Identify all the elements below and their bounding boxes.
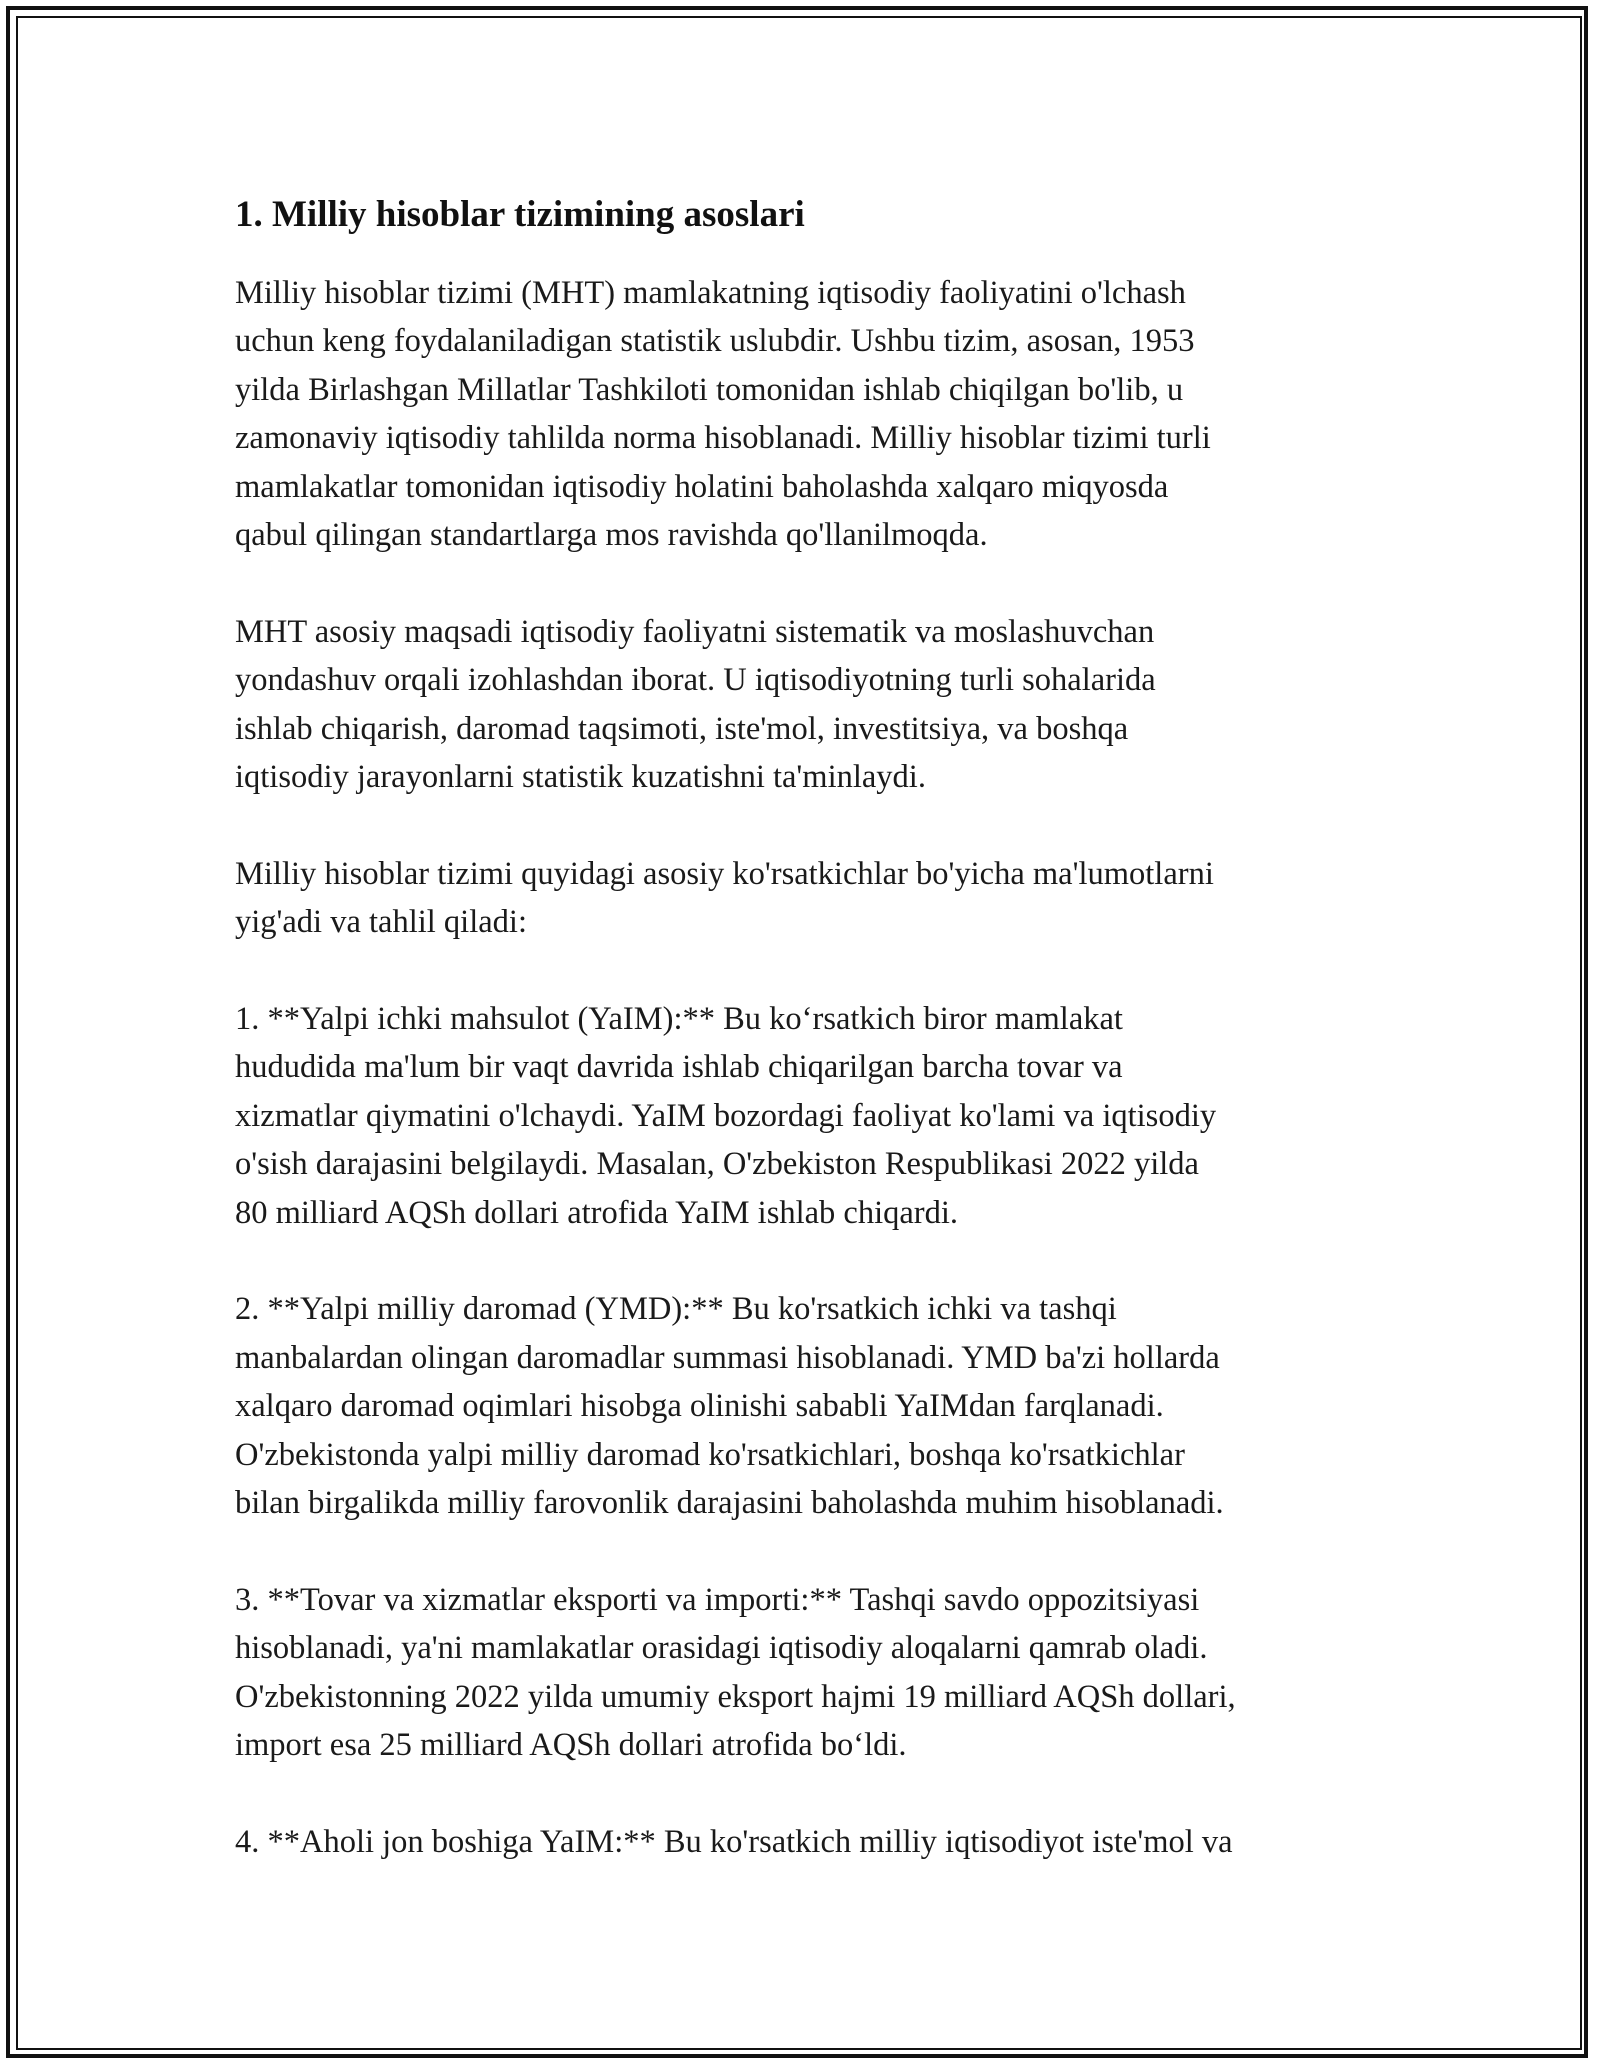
- document-body: [235, 180, 1380, 1915]
- paragraph-intro: Milliy hisoblar tizimi (MHT) mamlakatning iqtisodiy faoliyatini o'lchash uchun keng foydalaniladigan statistik uslubdir. Ushbu tizim, asosan, 1953 yilda Birlashgan Millatlar Tashkiloti tomonidan ishlab chiqilgan bo'lib, u zamonaviy iqtisodiy tahlilda norma hisoblanadi. Milliy hisoblar tizimi turli mamlakatlar tomonidan iqtisodiy holatini baholashda xalqaro miqyosda qabul qilingan standartlarga mos ravishda qo'llanilmoqda.: [235, 275, 1211, 554]
- list-item-gdp-per-capita: 4. **Aholi jon boshiga YaIM:** Bu ko'rsatkich milliy iqtisodiyot iste'mol va: [235, 1823, 1233, 1860]
- section-heading: 1. Milliy hisoblar tizimining asoslari: [235, 194, 805, 235]
- list-item-trade: 3. **Tovar va xizmatlar eksporti va importi:** Tashqi savdo oppozitsiyasi hisoblanadi, ya'ni mamlakatlar orasidagi iqtisodiy aloqalarni qamrab oladi. O'zbekistonning 2022 yilda umumiy eksport hajmi 19 milliard AQSh dollari, import esa 25 milliard AQSh dollari atrofida bo‘ldi.: [235, 1581, 1236, 1764]
- list-item-gni: 2. **Yalpi milliy daromad (YMD):** Bu ko'rsatkich ichki va tashqi manbalardan olingan daromadlar summasi hisoblanadi. YMD ba'zi hollarda xalqaro daromad oqimlari hisobga olinishi sababli YaIMdan farqlanadi. O'zbekistonda yalpi milliy daromad ko'rsatkichlari, boshqa ko'rsatkichlar bilan birgalikda milliy farovonlik darajasini baholashda muhim hisoblanadi.: [235, 1291, 1224, 1522]
- paragraph-indicators-intro: Milliy hisoblar tizimi quyidagi asosiy ko'rsatkichlar bo'yicha ma'lumotlarni yig'adi va tahlil qiladi:: [235, 855, 1214, 941]
- list-item-gdp: 1. **Yalpi ichki mahsulot (YaIM):** Bu ko‘rsatkich biror mamlakat hududida ma'lum bir vaqt davrida ishlab chiqarilgan barcha tovar va xizmatlar qiymatini o'lchaydi. YaIM bozordagi faoliyat ko'lami va iqtisodiy o'sish darajasini belgilaydi. Masalan, O'zbekiston Respublikasi 2022 yilda 80 milliard AQSh dollari atrofida YaIM ishlab chiqardi.: [235, 1001, 1217, 1231]
- paragraph-purpose: MHT asosiy maqsadi iqtisodiy faoliyatni sistematik va moslashuvchan yondashuv orqali izohlashdan iborat. U iqtisodiyotning turli sohalarida ishlab chiqarish, daromad taqsimoti, iste'mol, investitsiya, va boshqa iqtisodiy jarayonlarni statistik kuzatishni ta'minlaydi.: [235, 613, 1156, 796]
